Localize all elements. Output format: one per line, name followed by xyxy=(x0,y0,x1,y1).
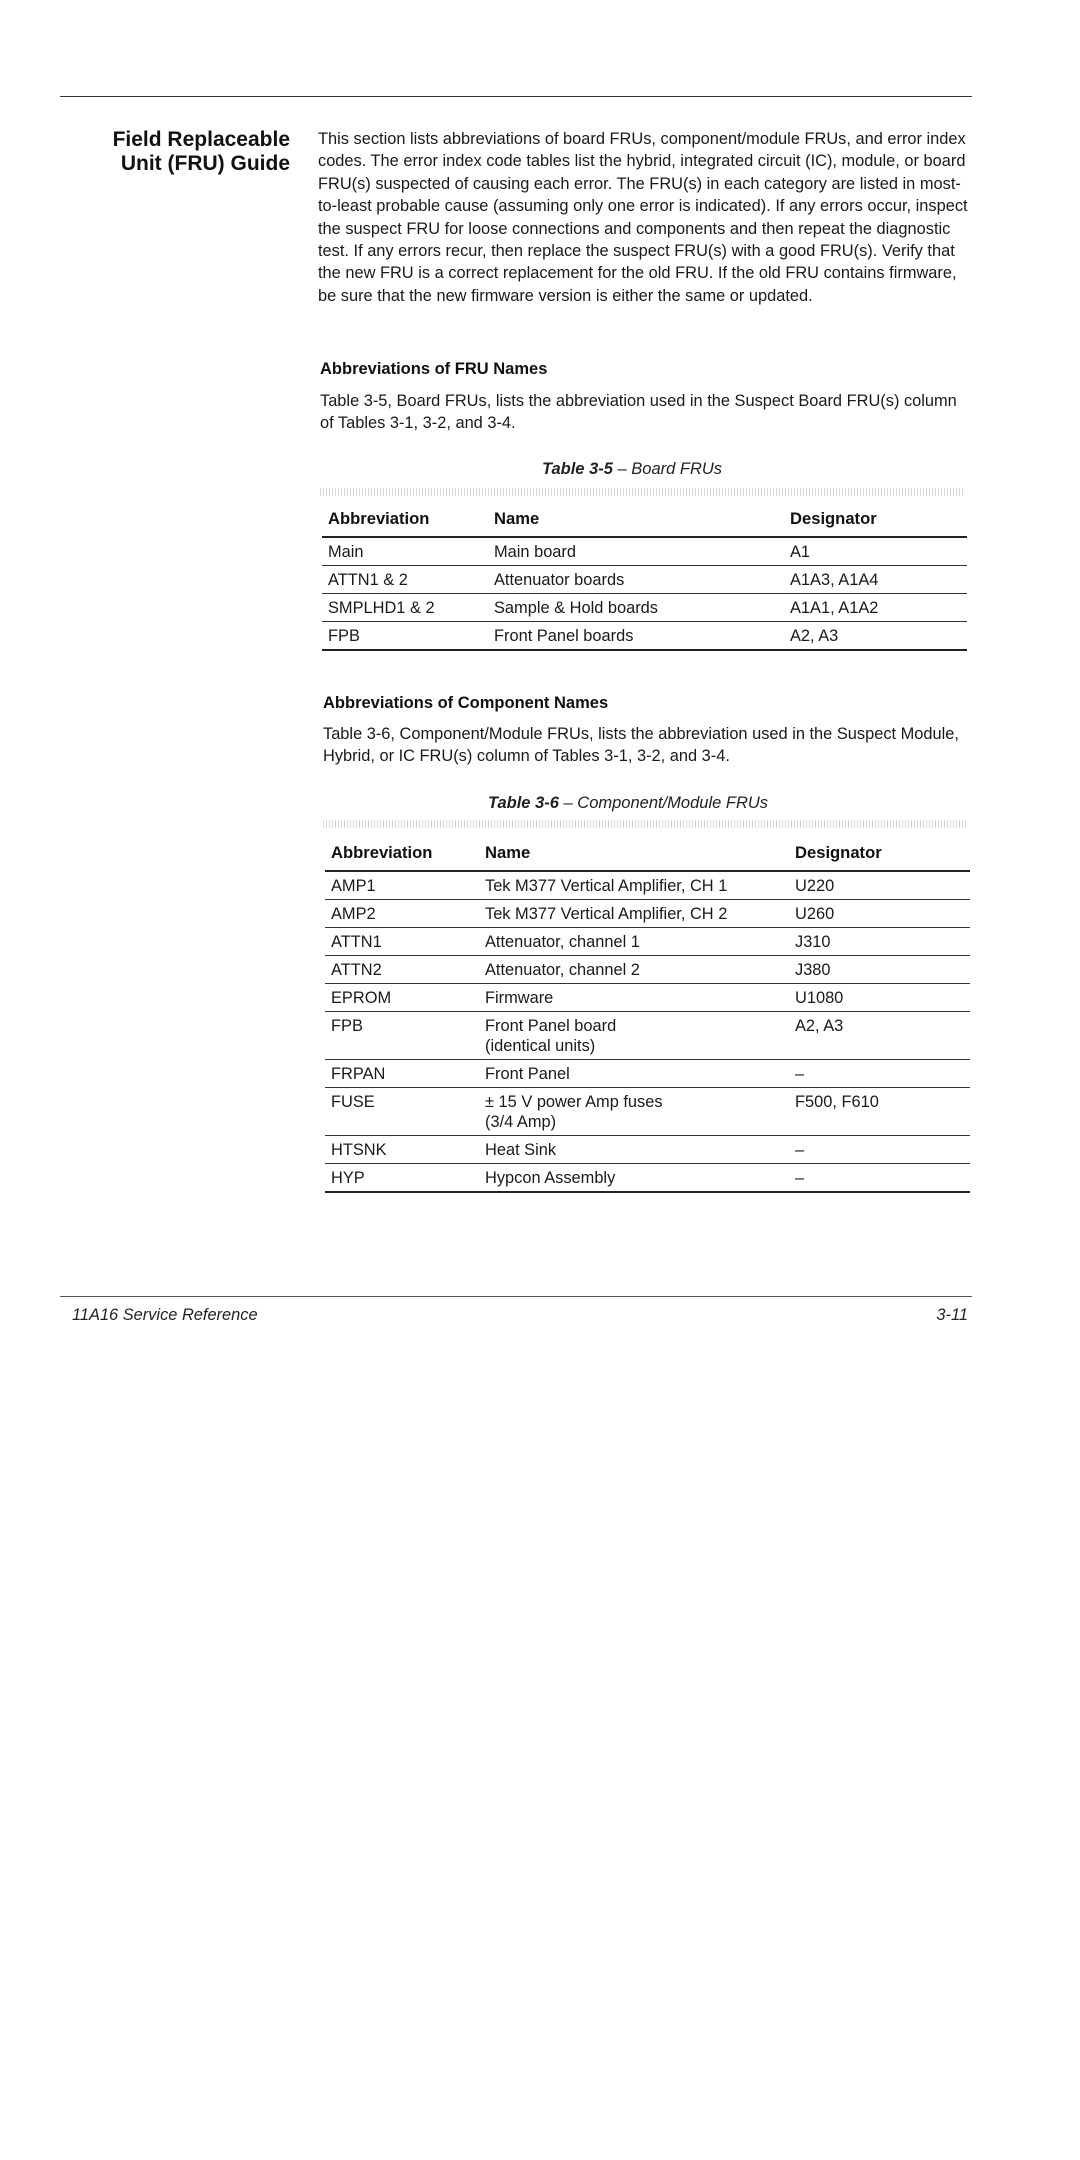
component-names-paragraph: Table 3-6, Component/Module FRUs, lists the abbreviation used in the Suspect Module, Hybrid, or IC FRU(s) column of Tables 3-1, 3-2, and 3-4. xyxy=(323,725,959,766)
component-names-heading: Abbreviations of Component Names xyxy=(323,694,609,712)
column-header-designator: Designator xyxy=(784,502,967,537)
cell-designator: A1A3, A1A4 xyxy=(784,566,967,594)
cell-designator: – xyxy=(789,1060,970,1088)
fru-names-paragraph: Table 3-5, Board FRUs, lists the abbreviation used in the Suspect Board FRU(s) column of Tables 3-1, 3-2, and 3-4. xyxy=(320,392,957,433)
fru-names-heading: Abbreviations of FRU Names xyxy=(320,360,548,378)
table-row xyxy=(325,871,970,900)
cell-abbreviation: SMPLHD1 & 2 xyxy=(322,594,488,622)
cell-abbreviation: ATTN1 xyxy=(325,928,479,956)
table-3-6-dash: – xyxy=(558,794,578,812)
table-row xyxy=(322,594,967,622)
table-row xyxy=(325,1136,970,1164)
table-3-5-shade-bar xyxy=(320,488,965,496)
cell-name: Firmware xyxy=(479,984,789,1012)
cell-designator: J310 xyxy=(789,928,970,956)
section-title-line1: Field Replaceable xyxy=(112,128,290,151)
cell-name: ± 15 V power Amp fuses (3/4 Amp) xyxy=(479,1088,789,1136)
table-row xyxy=(325,956,970,984)
cell-name: Heat Sink xyxy=(479,1136,789,1164)
cell-name: Front Panel board (identical units) xyxy=(479,1012,789,1060)
cell-name: Front Panel boards xyxy=(488,622,784,651)
cell-abbreviation: Main xyxy=(322,537,488,566)
cell-designator: U220 xyxy=(789,871,970,900)
section-title-line2: Unit (FRU) Guide xyxy=(120,152,290,175)
table-row xyxy=(325,1060,970,1088)
cell-designator: J380 xyxy=(789,956,970,984)
bottom-rule xyxy=(60,1296,972,1297)
board-frus-table xyxy=(322,502,967,651)
column-header-name: Name xyxy=(479,836,789,871)
cell-abbreviation: ATTN1 & 2 xyxy=(322,566,488,594)
table-row xyxy=(325,928,970,956)
intro-paragraph: This section lists abbreviations of board FRUs, component/module FRUs, and error index codes. The error index code tables list the hybrid, integrated circuit (IC), module, or board FRU(s) suspected of causing each error. The FRU(s) in each category are listed in most-to-least probable cause (assuming only one error is indicated). If any errors occur, inspect the suspect FRU for loose connections and components and then repeat the diagnostic test. If any errors recur, then replace the suspect FRU(s) with a good FRU(s). Verify that the new FRU is a correct replacement for the old FRU. If the old FRU contains firmware, be sure that the new firmware version is either the same or updated. xyxy=(318,130,968,305)
column-header-designator: Designator xyxy=(789,836,970,871)
cell-name: Tek M377 Vertical Amplifier, CH 1 xyxy=(479,871,789,900)
column-header-name: Name xyxy=(488,502,784,537)
column-header-abbreviation: Abbreviation xyxy=(322,502,488,537)
section-title xyxy=(70,128,290,176)
cell-abbreviation: HTSNK xyxy=(325,1136,479,1164)
cell-designator: U260 xyxy=(789,900,970,928)
table-header-row xyxy=(325,836,970,871)
cell-abbreviation: FRPAN xyxy=(325,1060,479,1088)
cell-abbreviation: HYP xyxy=(325,1164,479,1193)
table-3-6-title: Component/Module FRUs xyxy=(577,794,769,812)
table-row xyxy=(322,622,967,651)
cell-name: Sample & Hold boards xyxy=(488,594,784,622)
table-3-6-shade-bar xyxy=(323,820,968,828)
cell-name: Attenuator, channel 1 xyxy=(479,928,789,956)
table-header-row xyxy=(322,502,967,537)
cell-designator: A2, A3 xyxy=(784,622,967,651)
table-3-6-caption xyxy=(488,794,768,813)
table-row xyxy=(322,537,967,566)
cell-abbreviation: FUSE xyxy=(325,1088,479,1136)
cell-abbreviation: ATTN2 xyxy=(325,956,479,984)
table-row xyxy=(325,1012,970,1060)
table-row xyxy=(325,1088,970,1136)
cell-designator: A1A1, A1A2 xyxy=(784,594,967,622)
cell-designator: U1080 xyxy=(789,984,970,1012)
cell-name: Hypcon Assembly xyxy=(479,1164,789,1193)
table-row xyxy=(325,1164,970,1193)
table-3-5-label: Table 3-5 xyxy=(542,460,613,478)
cell-abbreviation: AMP2 xyxy=(325,900,479,928)
cell-name: Tek M377 Vertical Amplifier, CH 2 xyxy=(479,900,789,928)
component-frus-table xyxy=(325,836,970,1193)
table-3-5-caption xyxy=(542,460,722,479)
cell-designator: – xyxy=(789,1164,970,1193)
table-3-5-title: Board FRUs xyxy=(631,460,723,478)
column-header-abbreviation: Abbreviation xyxy=(325,836,479,871)
cell-designator: A1 xyxy=(784,537,967,566)
cell-designator: – xyxy=(789,1136,970,1164)
footer-doc-title: 11A16 Service Reference xyxy=(72,1306,258,1324)
table-3-5-dash: – xyxy=(612,460,632,478)
cell-designator: F500, F610 xyxy=(789,1088,970,1136)
cell-abbreviation: AMP1 xyxy=(325,871,479,900)
cell-name: Front Panel xyxy=(479,1060,789,1088)
table-row xyxy=(325,984,970,1012)
cell-abbreviation: FPB xyxy=(325,1012,479,1060)
cell-abbreviation: EPROM xyxy=(325,984,479,1012)
footer-page-number: 3-11 xyxy=(936,1306,968,1324)
table-row xyxy=(325,900,970,928)
table-3-6-label: Table 3-6 xyxy=(488,794,559,812)
cell-name: Main board xyxy=(488,537,784,566)
top-rule xyxy=(60,96,972,97)
cell-name: Attenuator boards xyxy=(488,566,784,594)
cell-designator: A2, A3 xyxy=(789,1012,970,1060)
table-row xyxy=(322,566,967,594)
cell-name: Attenuator, channel 2 xyxy=(479,956,789,984)
cell-abbreviation: FPB xyxy=(322,622,488,651)
